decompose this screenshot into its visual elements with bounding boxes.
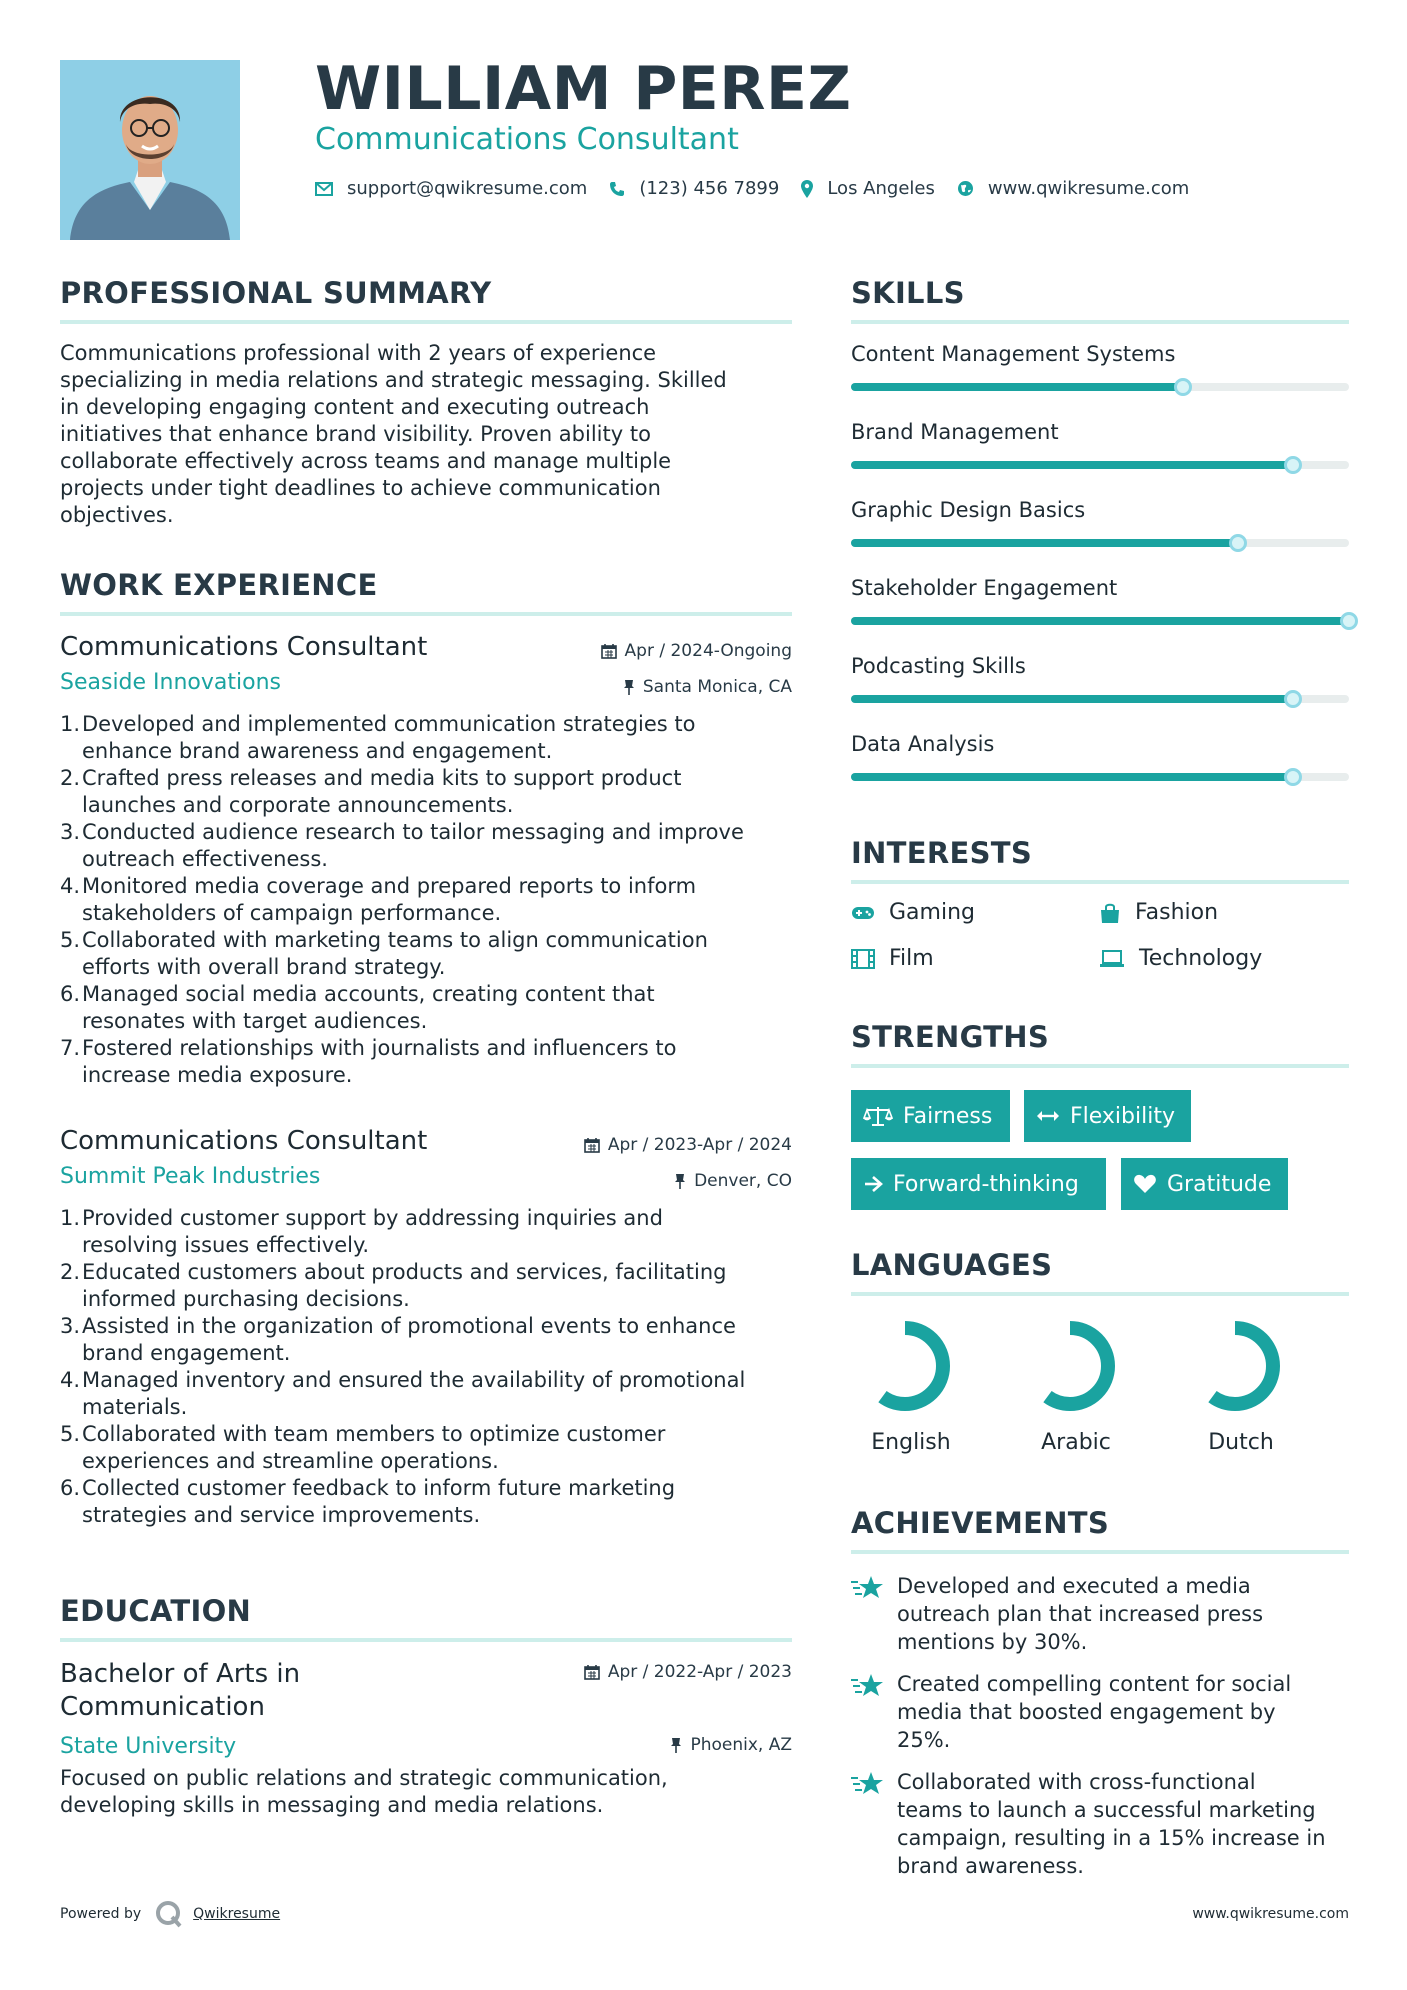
languages-list [851, 1320, 1349, 1470]
gamepad-icon [851, 905, 875, 921]
pushpin-icon [623, 679, 635, 695]
strength-label: Gratitude [1167, 1171, 1272, 1197]
bullet-line: enhance brand awareness and engagement. [82, 739, 553, 763]
skill-bar [851, 617, 1349, 625]
skill-bar [851, 539, 1349, 547]
skill-item [851, 654, 1349, 678]
skill-bar-fill [851, 539, 1238, 547]
skills-section-header [851, 276, 1349, 324]
bullet-line: materials. [82, 1395, 188, 1419]
skill-item [851, 498, 1349, 522]
experience-heading: WORK EXPERIENCE [60, 568, 378, 602]
bullet-line: Managed inventory and ensured the availability of promotional [82, 1368, 746, 1392]
bullet-line: Assisted in the organization of promotional events to enhance [82, 1314, 736, 1338]
section-divider [60, 612, 792, 616]
skill-bar-knob [1284, 690, 1302, 708]
education-entry [60, 1658, 792, 1838]
language-item [1181, 1320, 1301, 1455]
school-name: State University [60, 1734, 237, 1759]
section-divider [851, 880, 1349, 884]
summary-line: collaborate effectively across teams and manage multiple [60, 449, 672, 473]
footer-website[interactable]: www.qwikresume.com [1192, 1906, 1349, 1922]
language-item [851, 1320, 971, 1455]
achievement-item [851, 1768, 1349, 1880]
achievement-item [851, 1572, 1349, 1656]
skill-label: Data Analysis [851, 732, 995, 756]
degree-line: Communication [60, 1692, 265, 1722]
job-title: Communications Consultant [60, 632, 428, 662]
list-item [60, 873, 792, 927]
interest-label: Gaming [889, 900, 975, 925]
bullet-line: Provided customer support by addressing inquiries and [82, 1206, 663, 1230]
achievement-line: media that boosted engagement by [897, 1700, 1276, 1724]
map-pin-icon [801, 180, 813, 198]
strengths-heading: STRENGTHS [851, 1020, 1050, 1054]
education-heading: EDUCATION [60, 1594, 252, 1628]
achievement-line: Created compelling content for social [897, 1672, 1292, 1696]
candidate-title: Communications Consultant [315, 122, 739, 157]
description-line: developing skills in messaging and media relations. [60, 1793, 604, 1817]
email-text: support@qwikresume.com [347, 178, 588, 199]
education-dates [584, 1662, 792, 1682]
laptop-icon [1099, 950, 1125, 968]
experience-section-header [60, 568, 792, 616]
list-item [60, 927, 792, 981]
interests-heading: INTERESTS [851, 836, 1033, 870]
bullet-line: Developed and implemented communication strategies to [82, 712, 696, 736]
bullet-line: Educated customers about products and services, facilitating [82, 1260, 727, 1284]
interest-label: Fashion [1135, 900, 1219, 925]
skills-heading: SKILLS [851, 276, 965, 310]
summary-line: specializing in media relations and strategic messaging. Skilled [60, 368, 727, 392]
list-item [60, 1421, 792, 1475]
job-dates-text: Apr / 2023-Apr / 2024 [607, 1135, 792, 1155]
skill-item [851, 732, 1349, 756]
phone-text: (123) 456 7899 [639, 178, 780, 199]
education-location-text: Phoenix, AZ [690, 1735, 792, 1755]
bullet-line: Collected customer feedback to inform future marketing [82, 1476, 676, 1500]
education-location [670, 1735, 792, 1755]
bullet-number: 7. [60, 1036, 81, 1060]
summary-heading: PROFESSIONAL SUMMARY [60, 276, 492, 310]
section-divider [851, 1550, 1349, 1554]
qwikresume-link[interactable]: Qwikresume [193, 1906, 281, 1922]
job-dates [584, 1135, 792, 1155]
strengths-list [851, 1090, 1349, 1214]
interests-list [851, 900, 1349, 980]
interest-label: Film [889, 946, 934, 971]
bullet-line: Collaborated with team members to optimize customer [82, 1422, 666, 1446]
interest-item [1099, 946, 1262, 971]
section-divider [851, 320, 1349, 324]
job-location [674, 1171, 792, 1191]
job-title: Communications Consultant [60, 1126, 428, 1156]
bullet-number: 5. [60, 928, 81, 952]
summary-line: objectives. [60, 503, 174, 527]
strength-label: Fairness [903, 1103, 993, 1129]
bullet-number: 6. [60, 1476, 81, 1500]
summary-line: initiatives that enhance brand visibility. Proven ability to [60, 422, 651, 446]
interests-section-header [851, 836, 1349, 884]
bullet-line: stakeholders of campaign performance. [82, 901, 502, 925]
skill-bar [851, 695, 1349, 703]
language-label: Arabic [1041, 1430, 1111, 1455]
interest-item [1099, 900, 1218, 925]
languages-heading: LANGUAGES [851, 1248, 1053, 1282]
job-entry [60, 1126, 792, 1546]
contact-bar [315, 178, 1211, 199]
skill-item [851, 576, 1349, 600]
skill-label: Brand Management [851, 420, 1059, 444]
languages-section-header [851, 1248, 1349, 1296]
job-dates-text: Apr / 2024-Ongoing [624, 641, 792, 661]
website-text: www.qwikresume.com [987, 178, 1190, 199]
skill-label: Stakeholder Engagement [851, 576, 1118, 600]
list-item [60, 711, 792, 765]
section-divider [851, 1064, 1349, 1068]
interest-item [851, 900, 975, 925]
skill-label: Content Management Systems [851, 342, 1176, 366]
list-item [60, 1367, 792, 1421]
bullet-line: strategies and service improvements. [82, 1503, 481, 1527]
bullet-number: 6. [60, 982, 81, 1006]
education-section-header [60, 1594, 792, 1642]
strength-label: Forward-thinking [893, 1171, 1079, 1197]
pushpin-icon [674, 1173, 686, 1189]
bullet-line: Collaborated with marketing teams to align communication [82, 928, 708, 952]
bullet-line: launches and corporate announcements. [82, 793, 514, 817]
interest-item [851, 946, 934, 971]
achievement-line: brand awareness. [897, 1854, 1084, 1878]
list-item [60, 1259, 792, 1313]
list-item [60, 981, 792, 1035]
strengths-section-header [851, 1020, 1349, 1068]
calendar-icon [584, 1137, 600, 1153]
heart-icon [1133, 1174, 1157, 1194]
description-line: Focused on public relations and strategic communication, [60, 1766, 668, 1790]
contact-email[interactable] [315, 178, 587, 199]
film-icon [851, 949, 875, 969]
language-progress-ring [1181, 1320, 1301, 1412]
contact-website[interactable] [957, 178, 1189, 199]
list-item [60, 1205, 792, 1259]
skill-bar-knob [1340, 612, 1358, 630]
skill-bar-knob [1284, 456, 1302, 474]
shooting-star-icon [851, 1770, 885, 1798]
section-divider [851, 1292, 1349, 1296]
achievement-line: outreach plan that increased press [897, 1602, 1264, 1626]
bullet-number: 2. [60, 766, 81, 790]
bullet-number: 4. [60, 1368, 81, 1392]
phone-icon [609, 181, 625, 197]
skill-bar-knob [1229, 534, 1247, 552]
strength-badge [851, 1090, 1010, 1142]
bullet-line: Conducted audience research to tailor messaging and improve [82, 820, 744, 844]
strength-badge [851, 1158, 1106, 1210]
achievements-heading: ACHIEVEMENTS [851, 1506, 1110, 1540]
calendar-icon [601, 643, 617, 659]
job-bullets [60, 1205, 792, 1529]
balance-scale-icon [863, 1105, 893, 1127]
degree-line: Bachelor of Arts in [60, 1659, 301, 1689]
skills-list [851, 342, 1349, 802]
skill-bar-fill [851, 383, 1183, 391]
summary-line: projects under tight deadlines to achieve communication [60, 476, 661, 500]
bullet-line: increase media exposure. [82, 1063, 353, 1087]
job-entry [60, 632, 792, 1092]
list-item [60, 765, 792, 819]
skill-label: Graphic Design Basics [851, 498, 1086, 522]
achievement-line: Collaborated with cross-functional [897, 1770, 1256, 1794]
bullet-line: Monitored media coverage and prepared reports to inform [82, 874, 697, 898]
bullet-line: Fostered relationships with journalists and influencers to [82, 1036, 677, 1060]
skill-bar-knob [1174, 378, 1192, 396]
qwikresume-logo-icon [155, 1900, 183, 1928]
arrows-horizontal-icon [1036, 1109, 1060, 1123]
arrow-right-icon [863, 1175, 883, 1193]
pushpin-icon [670, 1737, 682, 1753]
bullet-line: resonates with target audiences. [82, 1009, 428, 1033]
location-text: Los Angeles [827, 178, 935, 199]
bullet-number: 1. [60, 1206, 81, 1230]
skill-bar [851, 773, 1349, 781]
bullet-line: Crafted press releases and media kits to support product [82, 766, 682, 790]
achievement-line: Developed and executed a media [897, 1574, 1251, 1598]
achievements-section-header [851, 1506, 1349, 1554]
education-dates-text: Apr / 2022-Apr / 2023 [607, 1662, 792, 1682]
shopping-bag-icon [1099, 902, 1121, 924]
job-company: Seaside Innovations [60, 670, 281, 695]
job-location-text: Santa Monica, CA [642, 677, 792, 697]
job-bullets [60, 711, 792, 1089]
achievement-line: campaign, resulting in a 15% increase in [897, 1826, 1326, 1850]
contact-phone[interactable] [609, 178, 779, 199]
job-location [623, 677, 792, 697]
job-dates [601, 641, 792, 661]
profile-photo [60, 60, 240, 240]
candidate-name: WILLIAM PEREZ [315, 54, 852, 124]
bullet-line: Managed social media accounts, creating content that [82, 982, 655, 1006]
skill-bar [851, 383, 1349, 391]
footer-powered-by [60, 1900, 280, 1928]
bullet-number: 3. [60, 820, 81, 844]
envelope-icon [315, 182, 333, 196]
bullet-line: informed purchasing decisions. [82, 1287, 410, 1311]
bullet-line: efforts with overall brand strategy. [82, 955, 446, 979]
achievement-line: 25%. [897, 1728, 951, 1752]
bullet-number: 2. [60, 1260, 81, 1284]
list-item [60, 819, 792, 873]
bullet-line: resolving issues effectively. [82, 1233, 370, 1257]
bullet-line: outreach effectiveness. [82, 847, 328, 871]
powered-by-label: Powered by [60, 1906, 142, 1922]
shooting-star-icon [851, 1672, 885, 1700]
bullet-number: 5. [60, 1422, 81, 1446]
bullet-number: 3. [60, 1314, 81, 1338]
strength-badge [1024, 1090, 1191, 1142]
skill-label: Podcasting Skills [851, 654, 1026, 678]
language-label: Dutch [1208, 1430, 1274, 1455]
achievement-line: teams to launch a successful marketing [897, 1798, 1316, 1822]
list-item [60, 1313, 792, 1367]
achievements-list [851, 1572, 1349, 1892]
interest-label: Technology [1139, 946, 1263, 971]
achievement-item [851, 1670, 1349, 1754]
list-item [60, 1035, 792, 1089]
section-divider [60, 1638, 792, 1642]
summary-line: in developing engaging content and executing outreach [60, 395, 650, 419]
strength-badge [1121, 1158, 1288, 1210]
globe-icon [957, 180, 974, 197]
skill-bar-fill [851, 461, 1293, 469]
calendar-icon [584, 1664, 600, 1680]
language-label: English [871, 1430, 951, 1455]
bullet-line: experiences and streamline operations. [82, 1449, 499, 1473]
skill-item [851, 342, 1349, 366]
contact-location [801, 178, 935, 199]
skill-bar-knob [1284, 768, 1302, 786]
skill-bar-fill [851, 617, 1349, 625]
bullet-number: 1. [60, 712, 81, 736]
skill-bar-fill [851, 773, 1293, 781]
skill-bar [851, 461, 1349, 469]
skill-bar-fill [851, 695, 1293, 703]
language-progress-ring [851, 1320, 971, 1412]
language-item [1016, 1320, 1136, 1455]
job-company: Summit Peak Industries [60, 1164, 321, 1189]
achievement-line: mentions by 30%. [897, 1630, 1088, 1654]
summary-section-header [60, 276, 792, 324]
education-description [60, 1765, 792, 1819]
shooting-star-icon [851, 1574, 885, 1602]
bullet-line: brand engagement. [82, 1341, 291, 1365]
list-item [60, 1475, 792, 1529]
skill-item [851, 420, 1349, 444]
summary-line: Communications professional with 2 years of experience [60, 341, 657, 365]
strength-label: Flexibility [1070, 1103, 1175, 1129]
summary-text [60, 340, 792, 529]
language-progress-ring [1016, 1320, 1136, 1412]
bullet-number: 4. [60, 874, 81, 898]
job-location-text: Denver, CO [694, 1171, 792, 1191]
section-divider [60, 320, 792, 324]
